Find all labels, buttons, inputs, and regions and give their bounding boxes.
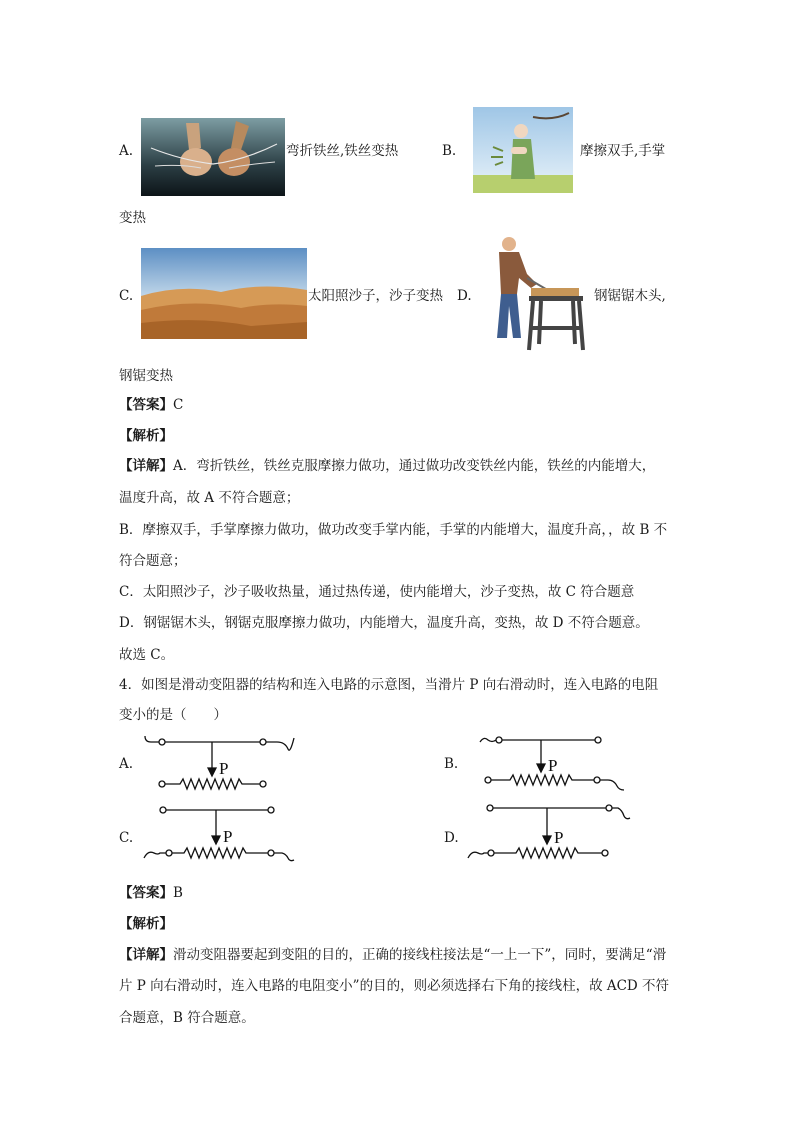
answer-label: 【答案】 — [119, 397, 173, 413]
q3-detail-line-2: 温度升高，故 A 不符合题意； — [119, 490, 300, 506]
sawing-wood-image — [479, 234, 589, 352]
detail-label: 【详解】 — [119, 458, 173, 474]
q3-detail-line-5: C．太阳照沙子，沙子吸收热量，通过热传递，使内能增大，沙子变热，故 C 符合题意 — [119, 584, 635, 600]
option-b-letter: B. — [442, 143, 457, 159]
option-c-letter: C. — [119, 288, 134, 304]
rheostat-diagram-d — [466, 798, 636, 868]
q4-detail-line-1 — [119, 946, 666, 964]
q3-detail-line-1 — [119, 457, 655, 475]
rheostat-diagram-a — [140, 732, 300, 794]
q3-detail-line-6: D．钢锯锯木头，钢锯克服摩擦力做功，内能增大，温度升高，变热，故 D 不符合题意。 — [119, 615, 649, 631]
detail-text: A．弯折铁丝，铁丝克服摩擦力做功，通过做功改变铁丝内能，铁丝的内能增大， — [173, 458, 656, 474]
option-c-caption: 太阳照沙子，沙子变热 — [308, 288, 443, 304]
desert-sand-image — [141, 248, 307, 339]
option-a-letter: A. — [119, 143, 134, 159]
q4-option-b-letter: B. — [444, 756, 459, 772]
q4-option-a-letter: A. — [119, 756, 134, 772]
q4-answer — [119, 884, 183, 902]
q4-detail-line-3: 合题意，B 符合题意。 — [119, 1010, 255, 1026]
q4-stem-line-2: 变小的是（ ） — [119, 707, 227, 723]
q3-detail-line-3: B．摩擦双手，手掌摩擦力做功，做功改变手掌内能，手掌的内能增大，温度升高，，故 B 不 — [119, 522, 668, 538]
answer-label: 【答案】 — [119, 885, 173, 901]
rubbing-hands-image — [473, 107, 573, 193]
rheostat-diagram-c — [140, 802, 300, 868]
detail-text: 滑动变阻器要起到变阻的目的，正确的接线柱接法是“一上一下”，同时，要满足“滑 — [173, 947, 667, 963]
slider-p-label-d: P — [554, 828, 564, 847]
option-d-letter: D. — [457, 288, 472, 304]
slider-p-label-c: P — [223, 827, 233, 846]
answer-value: B — [173, 885, 183, 901]
slider-p-label-b: P — [548, 756, 558, 775]
q3-analysis-label: 【解析】 — [119, 428, 173, 444]
q3-conclusion: 故选 C。 — [119, 647, 175, 663]
q3-detail-line-4: 符合题意； — [119, 553, 187, 569]
q4-analysis-label: 【解析】 — [119, 916, 173, 932]
answer-value: C — [173, 397, 184, 413]
slider-p-label-a: P — [219, 759, 229, 778]
rheostat-diagram-b — [478, 730, 638, 798]
option-a-caption: 弯折铁丝,铁丝变热 — [286, 143, 399, 159]
q4-option-d-letter: D. — [444, 830, 459, 846]
q4-stem-line-1: 4．如图是滑动变阻器的结构和连入电路的示意图，当滑片 P 向右滑动时，连入电路的电阻 — [119, 677, 659, 693]
option-d-caption: 钢锯锯木头, — [594, 288, 666, 304]
q4-detail-line-2: 片 P 向右滑动时，连入电路的电阻变小”的目的，则必须选择右下角的接线柱，故 ACD 不符 — [119, 978, 670, 994]
option-b-caption: 摩擦双手,手掌 — [580, 143, 666, 159]
q3-answer — [119, 396, 183, 414]
detail-label: 【详解】 — [119, 947, 173, 963]
q4-option-c-letter: C. — [119, 830, 134, 846]
bending-wire-image — [141, 118, 285, 196]
option-d-caption-cont: 钢锯变热 — [119, 368, 173, 384]
option-b-caption-cont: 变热 — [119, 210, 146, 226]
